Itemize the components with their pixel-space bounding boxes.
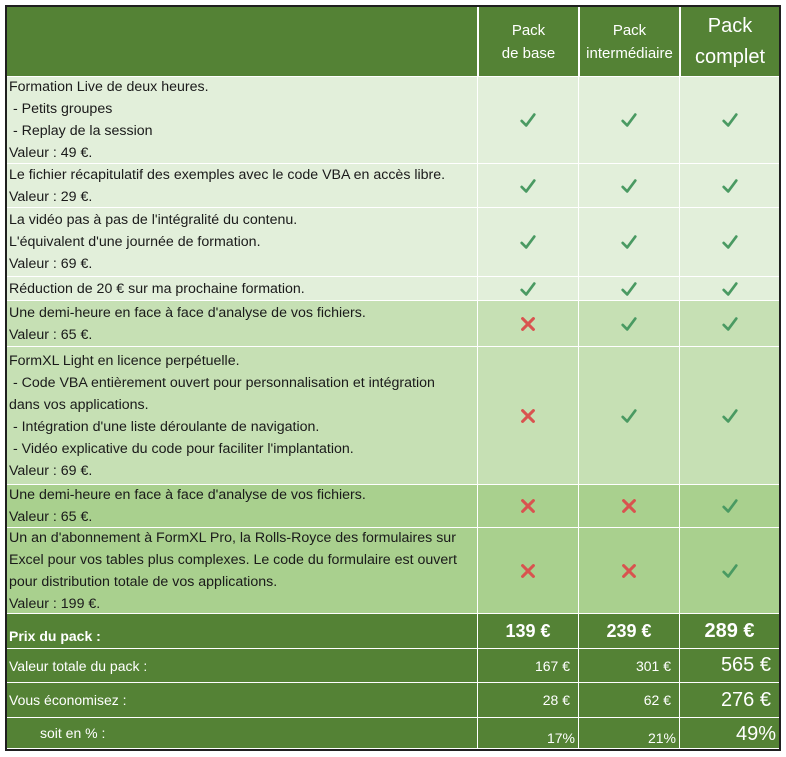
savings-label: Vous économisez : <box>7 683 478 718</box>
feature-complet-cell <box>680 164 779 208</box>
feature-line: L'équivalent d'une journée de formation. <box>9 234 261 250</box>
feature-complet-check-icon <box>721 111 739 129</box>
feature-row <box>7 208 779 277</box>
feature-complet-check-icon <box>721 280 739 298</box>
feature-complet-check-icon <box>721 407 739 425</box>
total-base: 167 € <box>478 649 579 683</box>
feature-base-cell <box>478 485 579 528</box>
feature-inter-cell <box>579 277 680 301</box>
total-label: Valeur totale du pack : <box>7 649 478 683</box>
feature-base-cell <box>478 301 579 347</box>
feature-inter-check-icon <box>620 280 638 298</box>
feature-base-cell <box>478 528 579 614</box>
percent-row <box>7 718 779 749</box>
feature-complet-check-icon <box>721 315 739 333</box>
feature-inter-cell <box>579 528 680 614</box>
feature-base-cell <box>478 208 579 277</box>
feature-complet-cell <box>680 301 779 347</box>
feature-inter-check-icon <box>620 233 638 251</box>
price-base: 139 € <box>478 614 579 649</box>
feature-inter-check-icon <box>620 315 638 333</box>
feature-complet-check-icon <box>721 497 739 515</box>
header-blank <box>7 7 478 77</box>
price-intermediaire: 239 € <box>579 614 680 649</box>
feature-complet-check-icon <box>721 233 739 251</box>
feature-description <box>7 77 478 164</box>
feature-line: Valeur : 49 €. <box>9 145 93 161</box>
feature-base-cross-icon <box>519 315 537 333</box>
feature-inter-cross-icon <box>620 562 638 580</box>
feature-base-check-icon <box>519 233 537 251</box>
feature-inter-check-icon <box>620 177 638 195</box>
feature-line: dans vos applications. <box>9 396 149 413</box>
feature-line: - Vidéo explicative du code pour faciliter l'implantation. <box>9 440 354 457</box>
header-pack-inter-line2: intermédiaire <box>586 44 673 62</box>
header-pack-inter-line1: Pack <box>612 21 647 39</box>
feature-inter-cell <box>579 164 680 208</box>
feature-inter-cross-icon <box>620 497 638 515</box>
feature-row <box>7 347 779 485</box>
feature-line: Le fichier récapitulatif des exemples avec le code VBA en accès libre. <box>9 166 446 183</box>
feature-base-check-icon <box>519 177 537 195</box>
feature-line: - Replay de la session <box>9 123 153 139</box>
feature-line: Valeur : 69 €. <box>9 462 93 479</box>
feature-inter-cell <box>579 347 680 485</box>
savings-complet: 276 € <box>680 683 779 718</box>
feature-row <box>7 77 779 164</box>
header-pack-complet-line1: Pack <box>707 14 753 37</box>
feature-base-check-icon <box>519 280 537 298</box>
percent-intermediaire: 21% <box>579 718 680 749</box>
feature-line: - Code VBA entièrement ouvert pour personnalisation et intégration <box>9 374 435 391</box>
feature-line: Valeur : 29 €. <box>9 188 93 205</box>
feature-row <box>7 277 779 301</box>
savings-base: 28 € <box>478 683 579 718</box>
feature-base-cell <box>478 277 579 301</box>
header-pack-base-line2: de base <box>501 44 556 62</box>
feature-line: Valeur : 69 €. <box>9 256 93 272</box>
feature-description <box>7 208 478 277</box>
price-label: Prix du pack : <box>7 614 478 649</box>
feature-base-cell <box>478 77 579 164</box>
feature-complet-cell <box>680 277 779 301</box>
feature-line: Un an d'abonnement à FormXL Pro, la Rolls-Royce des formulaires sur <box>9 529 456 546</box>
feature-description <box>7 347 478 485</box>
total-complet: 565 € <box>680 649 779 683</box>
feature-base-cell <box>478 347 579 485</box>
pack-comparison-table <box>5 5 781 751</box>
feature-complet-cell <box>680 77 779 164</box>
feature-line: Réduction de 20 € sur ma prochaine formation. <box>9 280 305 297</box>
feature-line: La vidéo pas à pas de l'intégralité du contenu. <box>9 212 298 228</box>
feature-complet-check-icon <box>721 177 739 195</box>
feature-base-cross-icon <box>519 497 537 515</box>
header-row <box>7 7 779 77</box>
header-pack-base-line1: Pack <box>511 21 546 39</box>
percent-complet: 49% <box>680 718 779 749</box>
feature-line: - Intégration d'une liste déroulante de navigation. <box>9 418 320 435</box>
feature-inter-cell <box>579 77 680 164</box>
savings-row <box>7 683 779 718</box>
feature-complet-cell <box>680 208 779 277</box>
feature-inter-cell <box>579 301 680 347</box>
feature-row <box>7 485 779 528</box>
price-complet: 289 € <box>680 614 779 649</box>
feature-line: pour distribution totale de vos applications. <box>9 573 278 590</box>
feature-line: FormXL Light en licence perpétuelle. <box>9 352 240 369</box>
feature-row <box>7 164 779 208</box>
price-row <box>7 614 779 649</box>
feature-description <box>7 485 478 528</box>
feature-inter-cell <box>579 208 680 277</box>
feature-inter-check-icon <box>620 407 638 425</box>
feature-line: Valeur : 199 €. <box>9 595 101 612</box>
feature-description <box>7 277 478 301</box>
feature-base-check-icon <box>519 111 537 129</box>
feature-description <box>7 528 478 614</box>
feature-complet-check-icon <box>721 562 739 580</box>
feature-complet-cell <box>680 528 779 614</box>
header-pack-complet <box>680 7 779 77</box>
feature-line: Valeur : 65 €. <box>9 509 93 525</box>
savings-intermediaire: 62 € <box>579 683 680 718</box>
feature-base-cross-icon <box>519 407 537 425</box>
feature-line: - Petits groupes <box>9 101 113 117</box>
feature-description <box>7 164 478 208</box>
total-intermediaire: 301 € <box>579 649 680 683</box>
header-pack-complet-line2: complet <box>694 45 766 68</box>
feature-line: Une demi-heure en face à face d'analyse de vos fichiers. <box>9 487 366 503</box>
percent-base: 17% <box>478 718 579 749</box>
feature-base-cross-icon <box>519 562 537 580</box>
total-row <box>7 649 779 683</box>
feature-line: Une demi-heure en face à face d'analyse de vos fichiers. <box>9 304 366 321</box>
feature-inter-cell <box>579 485 680 528</box>
feature-base-cell <box>478 164 579 208</box>
feature-row <box>7 528 779 614</box>
feature-complet-cell <box>680 485 779 528</box>
feature-description <box>7 301 478 347</box>
feature-line: Excel pour vos tables plus complexes. Le code du formulaire est ouvert <box>9 551 457 568</box>
percent-label: soit en % : <box>7 718 478 749</box>
feature-line: Valeur : 65 €. <box>9 326 93 343</box>
feature-complet-cell <box>680 347 779 485</box>
header-pack-base <box>478 7 579 77</box>
feature-inter-check-icon <box>620 111 638 129</box>
feature-line: Formation Live de deux heures. <box>9 79 209 95</box>
feature-row <box>7 301 779 347</box>
header-pack-intermediaire <box>579 7 680 77</box>
